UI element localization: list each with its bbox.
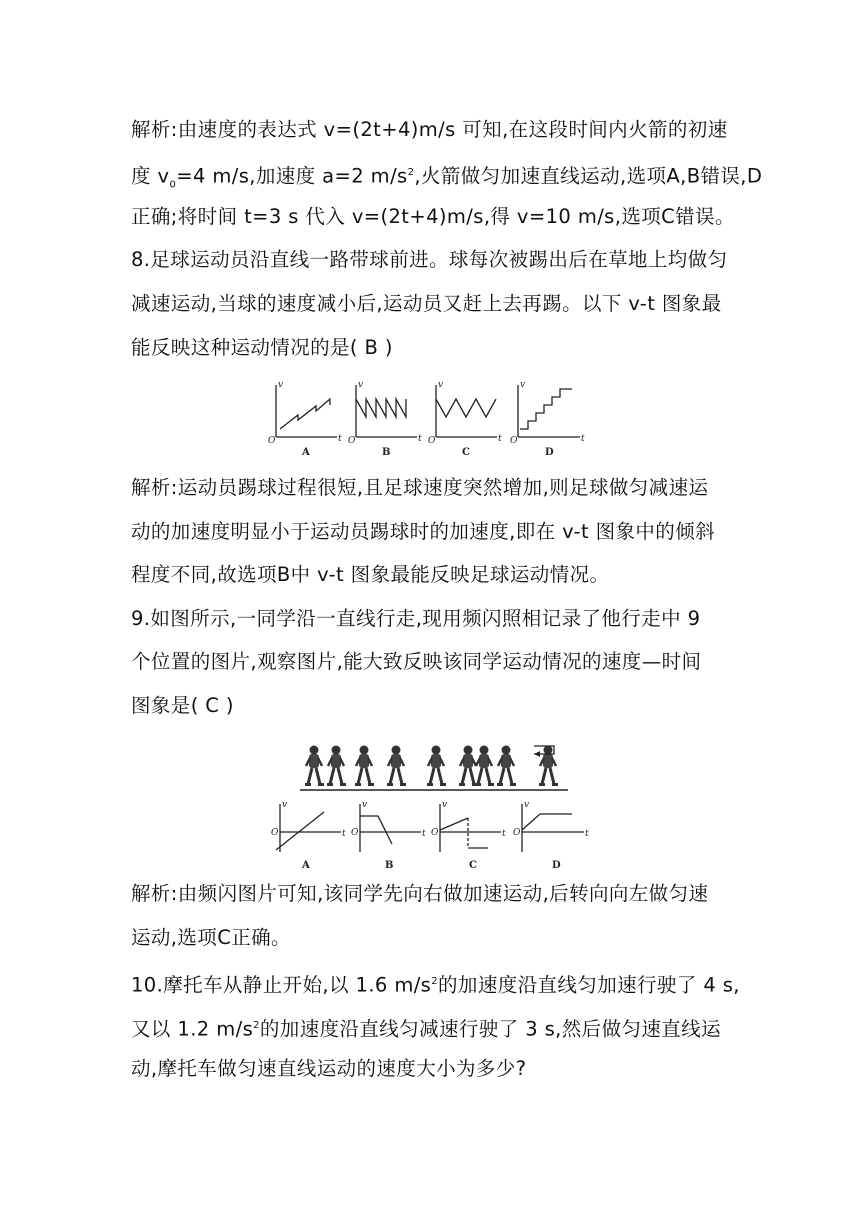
q8-vt-graphs-figure xyxy=(262,377,592,459)
q9-graph-c-label: C xyxy=(469,860,477,871)
q9-graph-d-t-label: t xyxy=(585,829,589,839)
graph-d-v-label: v xyxy=(520,380,526,390)
q7-text: 度 v xyxy=(131,164,170,188)
graph-a-v-label: v xyxy=(278,380,284,390)
q9-graph-b-origin-label: O xyxy=(351,828,359,838)
q10-superscript: 2 xyxy=(253,1020,260,1031)
graph-c-label: C xyxy=(462,447,470,458)
graph-b-v-label: v xyxy=(358,380,364,390)
q9-graph-a-t-label: t xyxy=(342,829,346,839)
q8-analysis-line-1: 解析:运动员踢球过程很短,且足球速度突然增加,则足球做匀减速运 xyxy=(131,476,709,499)
q9-analysis-line-1: 解析:由频闪图片可知,该同学先向右做加速运动,后转向向左做匀速 xyxy=(131,882,709,905)
q9-vt-graphs-figure xyxy=(266,800,596,872)
q9-stem-line-3: 图象是( C ) xyxy=(131,694,234,717)
q10-text: 的加速度沿直线匀加速行驶了 4 s, xyxy=(438,973,740,997)
q7-analysis-line-2 xyxy=(131,161,762,197)
q8-analysis-line-3: 程度不同,故选项B中 v-t 图象最能反映足球运动情况。 xyxy=(131,563,610,586)
graph-a-label: A xyxy=(302,447,310,458)
q8-stem-line-1: 8.足球运动员沿直线一路带球前进。球每次被踢出后在草地上均做匀 xyxy=(131,248,728,271)
q10-stem-line-3: 动,摩托车做匀速直线运动的速度大小为多少? xyxy=(131,1057,527,1080)
strobe-walker-photo xyxy=(300,740,570,796)
q9-graph-c-origin-label: O xyxy=(431,828,439,838)
q10-stem-line-1 xyxy=(131,970,740,998)
q9-graph-d-label: D xyxy=(552,860,561,871)
q10-text: 又以 1.2 m/s xyxy=(131,1017,254,1041)
q7-superscript: 2 xyxy=(407,167,415,178)
graph-d-origin-label: O xyxy=(510,436,518,446)
q9-stem-line-2: 个位置的图片,观察图片,能大致反映该同学运动情况的速度—时间 xyxy=(131,650,702,673)
graph-a-t-label: t xyxy=(338,434,342,444)
q10-superscript: 2 xyxy=(431,976,439,987)
q9-analysis-line-2: 运动,选项C正确。 xyxy=(131,926,291,949)
graph-c-v-label: v xyxy=(438,380,444,390)
graph-b-t-label: t xyxy=(418,434,422,444)
q9-graph-b-t-label: t xyxy=(422,829,426,839)
graph-d-label: D xyxy=(545,447,554,458)
q9-graph-c-t-label: t xyxy=(502,829,506,839)
q7-analysis-line-1: 解析:由速度的表达式 v=(2t+4)m/s 可知,在这段时间内火箭的初速 xyxy=(131,118,728,141)
q8-stem-line-2: 减速运动,当球的速度减小后,运动员又赶上去再踢。以下 v-t 图象最 xyxy=(131,292,722,315)
q9-graph-d-origin-label: O xyxy=(513,828,521,838)
q9-graph-a-label: A xyxy=(302,860,310,871)
q8-analysis-line-2: 动的加速度明显小于运动员踢球时的加速度,即在 v-t 图象中的倾斜 xyxy=(131,520,715,543)
q7-subscript: 0 xyxy=(169,179,177,191)
q9-graph-d-v-label: v xyxy=(524,800,530,810)
q8-stem-line-3: 能反映这种运动情况的是( B ) xyxy=(131,336,393,359)
graph-a-origin-label: O xyxy=(268,436,276,446)
q10-text: 10.摩托车从静止开始,以 1.6 m/s xyxy=(131,973,432,997)
q9-stem-line-1: 9.如图所示,一同学沿一直线行走,现用频闪照相记录了他行走中 9 xyxy=(131,607,701,630)
q7-analysis-line-3: 正确;将时间 t=3 s 代入 v=(2t+4)m/s,得 v=10 m/s,选项C错误。 xyxy=(131,205,735,228)
q10-text: 的加速度沿直线匀减速行驶了 3 s,然后做匀速直线运 xyxy=(259,1017,721,1041)
q10-stem-line-2 xyxy=(131,1014,721,1042)
graph-b-origin-label: O xyxy=(348,436,356,446)
graph-c-origin-label: O xyxy=(428,436,436,446)
q9-graph-b-v-label: v xyxy=(362,800,368,810)
q9-graph-c-v-label: v xyxy=(442,800,448,810)
q9-graph-a-origin-label: O xyxy=(271,828,279,838)
q9-graph-a-v-label: v xyxy=(282,800,288,810)
q7-text: =4 m/s,加速度 a=2 m/s xyxy=(176,164,408,188)
q9-graph-b-label: B xyxy=(385,860,394,871)
graph-d-t-label: t xyxy=(581,434,585,444)
q7-text: ,火箭做匀加速直线运动,选项A,B错误,D xyxy=(414,164,763,188)
graph-b-label: B xyxy=(382,447,391,458)
graph-c-t-label: t xyxy=(498,434,502,444)
